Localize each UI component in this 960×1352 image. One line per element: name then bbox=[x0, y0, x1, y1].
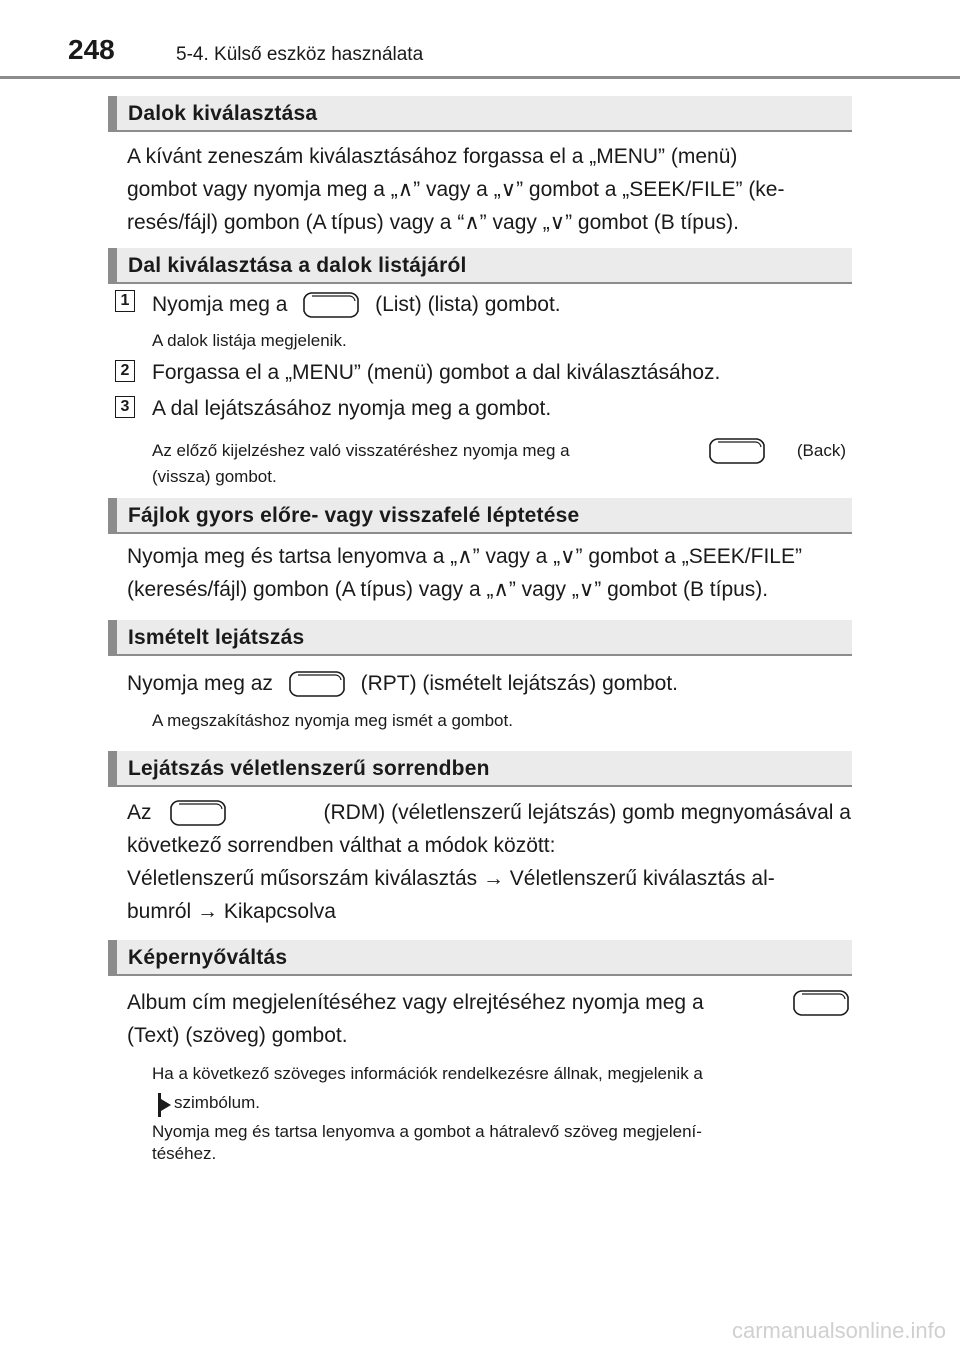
screen-switch-note-2 bbox=[152, 1121, 846, 1165]
section-heading-repeat bbox=[108, 620, 852, 656]
text-fragment: Az előző kijelzéshez való visszatéréshez nyomja meg a bbox=[152, 441, 570, 460]
section-heading-random bbox=[108, 751, 852, 787]
text-fragment: Nyomja meg az bbox=[127, 672, 273, 695]
step-1-text bbox=[152, 290, 561, 320]
text-line bbox=[127, 796, 851, 829]
text-fragment: (List) (lista) gombot. bbox=[375, 293, 561, 316]
more-text-symbol-icon bbox=[158, 1093, 172, 1117]
step-3-note bbox=[152, 436, 846, 488]
header-divider bbox=[0, 76, 960, 79]
text-line: Nyomja meg és tartsa lenyomva a „∧” vagy a „∨” gombot a „SEEK/FILE” bbox=[127, 545, 802, 568]
text-line: A kívánt zeneszám kiválasztásához forgassa el a „MENU” (menü) bbox=[127, 145, 738, 168]
section-heading-screen-switch bbox=[108, 940, 852, 976]
section-heading-song-selection bbox=[108, 96, 852, 132]
note-line bbox=[152, 1092, 846, 1114]
step-2-text: Forgassa el a „MENU” (menü) gombot a dal kiválasztásához. bbox=[152, 361, 721, 384]
text-button-icon bbox=[791, 988, 851, 1018]
text-fragment: (RPT) (ismételt lejátszás) gombot. bbox=[360, 672, 678, 695]
paragraph-screen-switch bbox=[127, 986, 851, 1052]
repeat-note: A megszakításhoz nyomja meg ismét a gombot. bbox=[152, 711, 513, 730]
rdm-button-icon bbox=[168, 798, 228, 828]
text-fragment: (RDM) (véletlenszerű lejátszás) gomb megnyomásával a bbox=[323, 801, 851, 824]
text-fragment: (Back) bbox=[796, 441, 846, 460]
text-line: (Text) (szöveg) gombot. bbox=[127, 1024, 348, 1047]
line-head bbox=[127, 796, 228, 829]
text-fragment: szimbólum. bbox=[174, 1093, 260, 1112]
text-line: resés/fájl) gombon (A típus) vagy a “∧” vagy „∨” gombot (B típus). bbox=[127, 211, 739, 234]
section-title: Ismételt lejátszás bbox=[128, 626, 305, 649]
section-title: Lejátszás véletlenszerű sorrendben bbox=[128, 757, 490, 780]
note-line: Ha a következő szöveges információk rendelkezésre állnak, megjelenik a bbox=[152, 1064, 703, 1083]
paragraph-random bbox=[127, 796, 851, 928]
watermark: carmanualsonline.info bbox=[731, 1318, 946, 1343]
text-line: következő sorrendben válthat a módok között: bbox=[127, 834, 556, 857]
note-line-tail bbox=[707, 436, 846, 466]
section-title: Dalok kiválasztása bbox=[128, 102, 318, 125]
rpt-button-icon bbox=[287, 669, 347, 699]
text-line: (keresés/fájl) gombon (A típus) vagy a „∧” vagy „∨” gombot (B típus). bbox=[127, 578, 769, 601]
note-line: Nyomja meg és tartsa lenyomva a gombot a hátralevő szöveg megjelení- bbox=[152, 1122, 702, 1141]
text-line bbox=[127, 986, 851, 1019]
text-line: Véletlenszerű műsorszám kiválasztás → Véletlenszerű kiválasztás al- bbox=[127, 867, 775, 890]
note-line bbox=[152, 436, 846, 466]
section-title: Dal kiválasztása a dalok listájáról bbox=[128, 254, 467, 277]
paragraph-song-selection bbox=[127, 140, 851, 239]
step-number-1: 1 bbox=[115, 290, 135, 312]
text-fragment: Az bbox=[127, 801, 152, 824]
section-heading-fast-forward bbox=[108, 498, 852, 534]
section-heading-song-list bbox=[108, 248, 852, 284]
step-1-note: A dalok listája megjelenik. bbox=[152, 331, 347, 350]
back-button-icon bbox=[707, 436, 767, 466]
page-header bbox=[0, 0, 960, 80]
text-fragment: Nyomja meg a bbox=[152, 293, 288, 316]
paragraph-fast-forward bbox=[127, 540, 851, 606]
step-number-2: 2 bbox=[115, 360, 135, 382]
text-fragment: Album cím megjelenítéséhez vagy elrejtéséhez nyomja meg a bbox=[127, 991, 704, 1014]
note-line: téséhez. bbox=[152, 1144, 217, 1163]
screen-switch-note-1 bbox=[152, 1063, 846, 1114]
list-button-icon bbox=[301, 290, 361, 320]
text-line: gombot vagy nyomja meg a „∧” vagy a „∨” gombot a „SEEK/FILE” (ke- bbox=[127, 178, 785, 201]
section-title: Képernyőváltás bbox=[128, 946, 288, 969]
page-number: 248 bbox=[68, 34, 115, 65]
section-title: Fájlok gyors előre- vagy visszafelé léptetése bbox=[128, 504, 580, 527]
paragraph-repeat bbox=[127, 667, 851, 700]
section-reference: 5-4. Külső eszköz használata bbox=[176, 44, 424, 65]
step-number-3: 3 bbox=[115, 396, 135, 418]
note-line: (vissza) gombot. bbox=[152, 467, 277, 486]
step-3-text: A dal lejátszásához nyomja meg a gombot. bbox=[152, 397, 552, 420]
text-line: bumról → Kikapcsolva bbox=[127, 900, 336, 923]
